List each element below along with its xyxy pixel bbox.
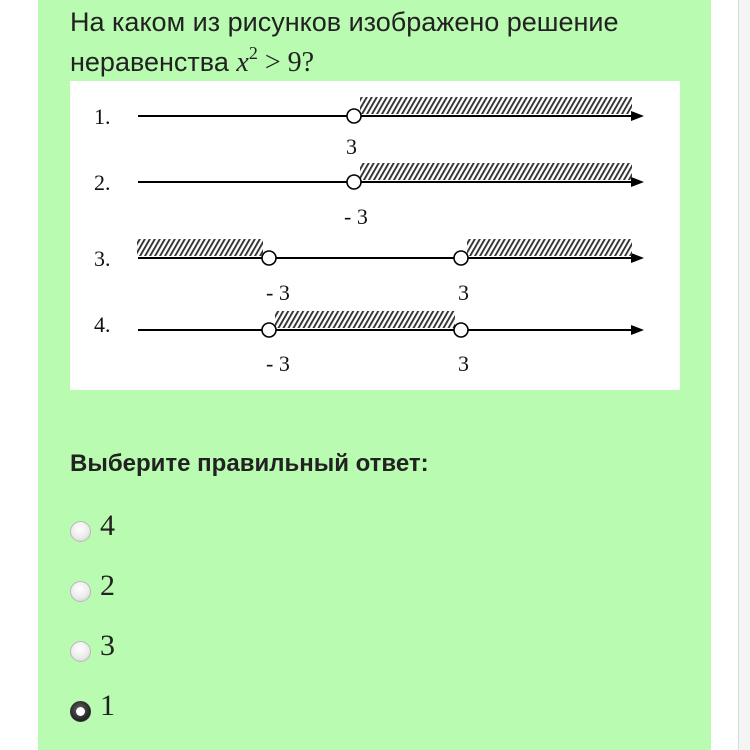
option-label[interactable]: 3 [100, 629, 115, 662]
math-variable: x [236, 47, 249, 78]
shaded-region [360, 97, 632, 114]
shaded-region [360, 163, 632, 180]
number-line-4 [94, 311, 644, 376]
point-label-right: 3 [458, 280, 469, 305]
open-point-right [454, 251, 468, 265]
option-label[interactable]: 2 [100, 569, 115, 602]
inequality-formula [236, 43, 315, 78]
number-lines-figure [70, 81, 680, 390]
shaded-region-right [467, 239, 632, 256]
open-point [347, 175, 361, 189]
option-label[interactable]: 4 [100, 509, 115, 542]
number-line-1 [94, 97, 644, 159]
radio-button[interactable] [70, 641, 91, 662]
question-text [70, 2, 700, 83]
math-rest: > 9? [264, 47, 315, 78]
answer-option-1[interactable] [70, 688, 115, 724]
point-label-left: - 3 [266, 280, 290, 305]
radio-button-selected[interactable] [70, 701, 91, 722]
open-point-right [454, 323, 468, 337]
line-number-3: 3. [94, 246, 111, 271]
open-point-left [262, 323, 276, 337]
math-exponent: 2 [248, 43, 258, 63]
shaded-region [275, 311, 455, 328]
scrollbar-track[interactable] [738, 0, 750, 750]
radio-dot [76, 707, 85, 716]
shaded-region-left [137, 239, 263, 256]
answer-option-2[interactable] [70, 568, 115, 604]
option-label[interactable]: 1 [100, 689, 115, 722]
open-point-left [262, 251, 276, 265]
open-point [347, 109, 361, 123]
number-line-3 [94, 239, 644, 305]
radio-button[interactable] [70, 581, 91, 602]
radio-button[interactable] [70, 521, 91, 542]
point-label: - 3 [344, 204, 368, 229]
line-number-1: 1. [94, 104, 111, 129]
number-lines-svg [70, 81, 680, 390]
question-prompt: На каком из рисунков изображено решение неравенства [70, 7, 619, 77]
line-number-4: 4. [94, 312, 111, 337]
number-line-2 [94, 163, 644, 229]
point-label: 3 [346, 134, 357, 159]
answer-option-3[interactable] [70, 628, 115, 664]
line-number-2: 2. [94, 170, 111, 195]
point-label-right: 3 [458, 351, 469, 376]
answer-heading: Выберите правильный ответ: [70, 450, 429, 477]
answer-option-4[interactable] [70, 508, 115, 544]
point-label-left: - 3 [266, 351, 290, 376]
